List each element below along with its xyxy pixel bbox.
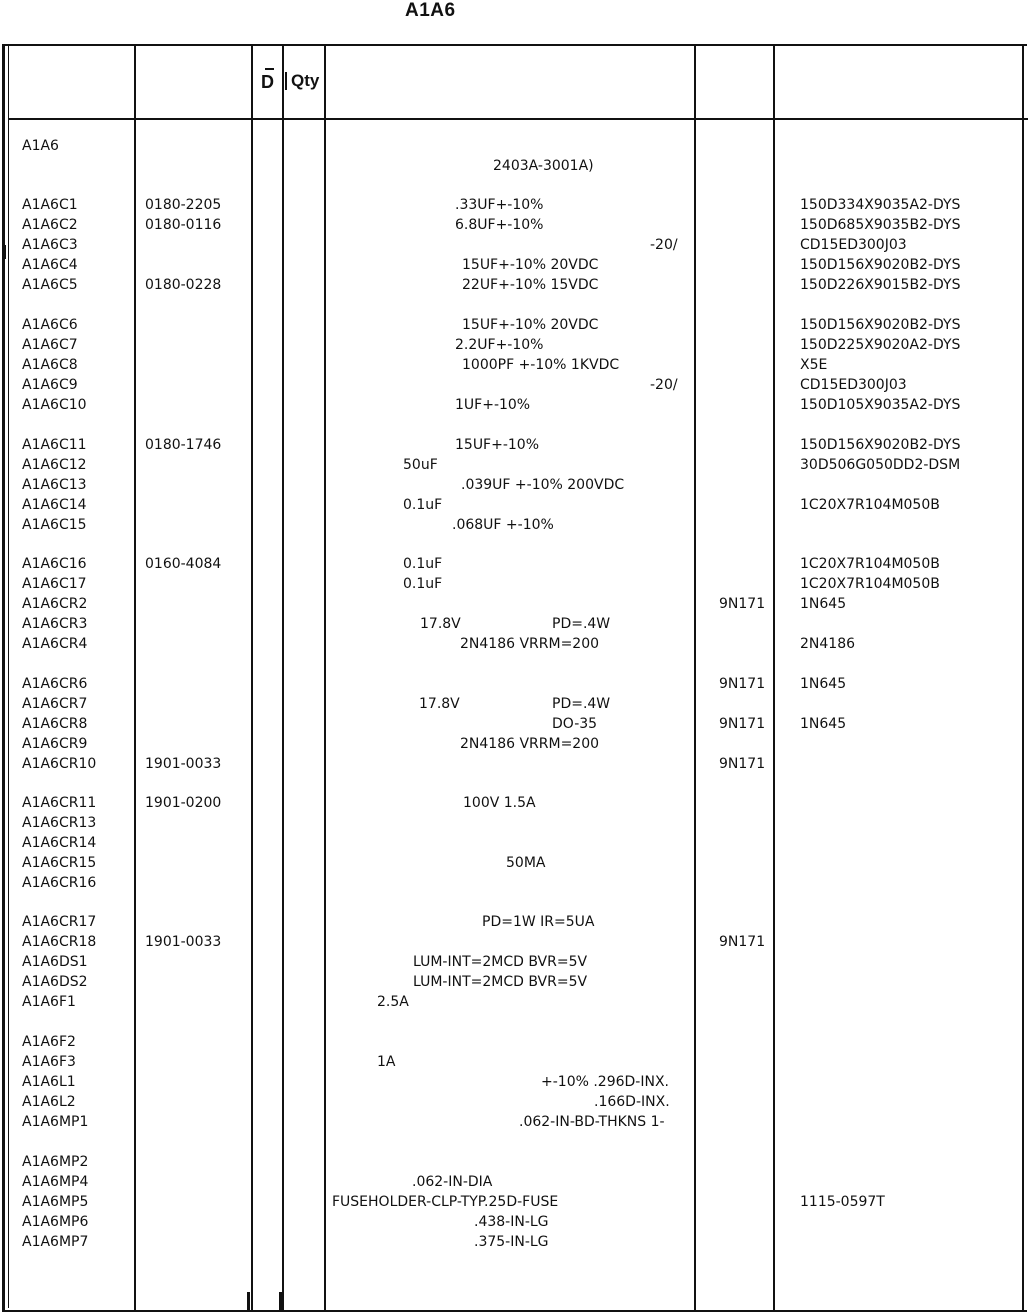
table-row: [0, 357, 1028, 377]
description: LUM-INT=2MCD BVR=5V: [413, 974, 588, 990]
reference-designator: A1A6MP1: [22, 1114, 89, 1130]
reference-designator: A1A6C16: [22, 556, 87, 572]
description: 22UF+-10% 15VDC: [462, 277, 599, 293]
table-row: [0, 596, 1028, 616]
description: 15UF+-10% 20VDC: [462, 317, 599, 333]
d-overbar: [265, 68, 274, 70]
reference-designator: A1A6CR10: [22, 756, 97, 772]
manufacturer-part-number: CD15ED300J03: [800, 377, 907, 393]
table-row: [0, 1034, 1028, 1054]
description: -20/: [650, 377, 678, 393]
table-row: [0, 1154, 1028, 1174]
manufacturer-part-number: CD15ED300J03: [800, 237, 907, 253]
manufacturer-part-number: 150D225X9020A2-DYS: [800, 337, 961, 353]
manufacturer-part-number: 1N645: [800, 716, 847, 732]
description: 1UF+-10%: [455, 397, 531, 413]
manufacturer-part-number: 30D506G050DD2-DSM: [800, 457, 961, 473]
part-number: 0180-0116: [145, 217, 222, 233]
reference-designator: A1A6F3: [22, 1054, 76, 1070]
description: LUM-INT=2MCD BVR=5V: [413, 954, 588, 970]
reference-designator: A1A6CR14: [22, 835, 97, 851]
reference-designator: A1A6CR13: [22, 815, 97, 831]
table-row: [0, 1094, 1028, 1114]
table-row: [0, 197, 1028, 217]
manufacturer-code: 9N171: [719, 596, 766, 612]
reference-designator: A1A6CR11: [22, 795, 97, 811]
table-row: [0, 994, 1028, 1014]
description: 2N4186 VRRM=200: [460, 736, 600, 752]
table-row: [0, 397, 1028, 417]
reference-designator: A1A6MP6: [22, 1214, 89, 1230]
reference-designator: A1A6C3: [22, 237, 78, 253]
table-row: [0, 437, 1028, 457]
reference-designator: A1A6CR9: [22, 736, 88, 752]
description: .062-IN-BD-THKNS 1-: [519, 1114, 665, 1130]
manufacturer-part-number: 2N4186: [800, 636, 856, 652]
description: 2.2UF+-10%: [455, 337, 544, 353]
description: DO-35: [552, 716, 598, 732]
table-row: [0, 914, 1028, 934]
description: +-10% .296D-INX.: [541, 1074, 669, 1090]
table-row: [0, 556, 1028, 576]
table-row: [0, 517, 1028, 537]
description: 2403A-3001A): [493, 158, 594, 174]
reference-designator: A1A6MP4: [22, 1174, 89, 1190]
table-row: [0, 377, 1028, 397]
manufacturer-part-number: 150D156X9020B2-DYS: [800, 317, 961, 333]
description: 17.8V: [420, 616, 461, 632]
reference-designator: A1A6C1: [22, 197, 78, 213]
description: 17.8V: [419, 696, 460, 712]
reference-designator: A1A6C6: [22, 317, 78, 333]
reference-designator: A1A6CR8: [22, 716, 88, 732]
manufacturer-part-number: 1C20X7R104M050B: [800, 497, 940, 513]
table-row: [0, 716, 1028, 736]
description: .375-IN-LG: [474, 1234, 549, 1250]
reference-designator: A1A6C13: [22, 477, 87, 493]
manufacturer-code: 9N171: [719, 934, 766, 950]
table-row: [0, 497, 1028, 517]
manufacturer-part-number: 1N645: [800, 596, 847, 612]
table-row: [0, 815, 1028, 835]
description: 1000PF +-10% 1KVDC: [462, 357, 620, 373]
table-row: [0, 1234, 1028, 1254]
table-row: [0, 1054, 1028, 1074]
description: .039UF +-10% 200VDC: [461, 477, 625, 493]
table-row: [0, 934, 1028, 954]
reference-designator: A1A6L1: [22, 1074, 76, 1090]
part-number: 1901-0033: [145, 756, 222, 772]
table-row: [0, 875, 1028, 895]
table-row: [0, 974, 1028, 994]
header-divider: [8, 118, 1028, 120]
part-number: 1901-0200: [145, 795, 222, 811]
table-row: [0, 576, 1028, 596]
page-title: A1A6: [405, 0, 456, 21]
description: 1A: [377, 1054, 396, 1070]
part-number: 0180-2205: [145, 197, 222, 213]
manufacturer-part-number: 1115-0597T: [800, 1194, 885, 1210]
reference-designator: A1A6CR18: [22, 934, 97, 950]
reference-designator: A1A6CR2: [22, 596, 88, 612]
reference-designator: A1A6C12: [22, 457, 87, 473]
description: PD=1W IR=5UA: [482, 914, 595, 930]
part-number: 0180-1746: [145, 437, 222, 453]
manufacturer-part-number: 150D105X9035A2-DYS: [800, 397, 961, 413]
manufacturer-part-number: X5E: [800, 357, 828, 373]
reference-designator: A1A6L2: [22, 1094, 76, 1110]
table-row: [0, 676, 1028, 696]
table-row: [0, 954, 1028, 974]
table-row: [0, 257, 1028, 277]
description: 0.1uF: [403, 576, 443, 592]
table-row: [0, 1074, 1028, 1094]
reference-designator: A1A6CR4: [22, 636, 88, 652]
reference-designator: A1A6: [22, 138, 59, 154]
manufacturer-part-number: 1N645: [800, 676, 847, 692]
reference-designator: A1A6C17: [22, 576, 87, 592]
manufacturer-code: 9N171: [719, 676, 766, 692]
description: .438-IN-LG: [474, 1214, 549, 1230]
manufacturer-part-number: 150D685X9035B2-DYS: [800, 217, 961, 233]
manufacturer-part-number: 150D156X9020B2-DYS: [800, 257, 961, 273]
table-row: [0, 277, 1028, 297]
description: .068UF +-10%: [452, 517, 554, 533]
table-row: [0, 337, 1028, 357]
table-row: [0, 237, 1028, 257]
description: FUSEHOLDER-CLP-TYP.25D-FUSE: [332, 1194, 559, 1210]
description: .166D-INX.: [594, 1094, 670, 1110]
reference-designator: A1A6CR16: [22, 875, 97, 891]
footer-mark: [247, 1292, 250, 1310]
description: 15UF+-10% 20VDC: [462, 257, 599, 273]
manufacturer-code: 9N171: [719, 716, 766, 732]
reference-designator: A1A6C5: [22, 277, 78, 293]
reference-designator: A1A6MP7: [22, 1234, 89, 1250]
table-row: [0, 636, 1028, 656]
description: -20/: [650, 237, 678, 253]
table-row: [0, 835, 1028, 855]
reference-designator: A1A6DS1: [22, 954, 88, 970]
part-number: 1901-0033: [145, 934, 222, 950]
part-number: 0180-0228: [145, 277, 222, 293]
description: .062-IN-DIA: [412, 1174, 493, 1190]
table-row: [0, 217, 1028, 237]
table-row: [0, 1214, 1028, 1234]
header-d-separator: [285, 72, 287, 90]
reference-designator: A1A6C11: [22, 437, 87, 453]
description: 0.1uF: [403, 497, 443, 513]
table-row: [0, 477, 1028, 497]
reference-designator: A1A6CR3: [22, 616, 88, 632]
manufacturer-part-number: 150D334X9035A2-DYS: [800, 197, 961, 213]
footer-mark: [279, 1292, 282, 1310]
table-row: [0, 317, 1028, 337]
table-row: [0, 736, 1028, 756]
reference-designator: A1A6CR6: [22, 676, 88, 692]
table-row: [0, 1194, 1028, 1214]
reference-designator: A1A6F2: [22, 1034, 76, 1050]
reference-designator: A1A6MP5: [22, 1194, 89, 1210]
reference-designator: A1A6C9: [22, 377, 78, 393]
reference-designator: A1A6C15: [22, 517, 87, 533]
description: .33UF+-10%: [455, 197, 544, 213]
reference-designator: A1A6C10: [22, 397, 87, 413]
table-row: [0, 795, 1028, 815]
manufacturer-part-number: 150D226X9015B2-DYS: [800, 277, 961, 293]
description: 100V 1.5A: [463, 795, 536, 811]
table-row: [0, 855, 1028, 875]
description: 0.1uF: [403, 556, 443, 572]
table-row: [0, 696, 1028, 716]
header-qty: Qty: [291, 71, 320, 90]
reference-designator: A1A6C7: [22, 337, 78, 353]
manufacturer-part-number: 1C20X7R104M050B: [800, 576, 940, 592]
description-extra: PD=.4W: [552, 696, 611, 712]
description: 6.8UF+-10%: [455, 217, 544, 233]
reference-designator: A1A6F1: [22, 994, 76, 1010]
description: 50uF: [403, 457, 438, 473]
reference-designator: A1A6C14: [22, 497, 87, 513]
table-row: [0, 616, 1028, 636]
table-row: [0, 138, 1028, 158]
reference-designator: A1A6CR17: [22, 914, 97, 930]
reference-designator: A1A6MP2: [22, 1154, 89, 1170]
description: 2.5A: [377, 994, 409, 1010]
manufacturer-part-number: 150D156X9020B2-DYS: [800, 437, 961, 453]
table-row: [0, 1174, 1028, 1194]
table-row: [0, 756, 1028, 776]
description: 2N4186 VRRM=200: [460, 636, 600, 652]
reference-designator: A1A6C8: [22, 357, 78, 373]
table-row: [0, 158, 1028, 178]
reference-designator: A1A6DS2: [22, 974, 88, 990]
reference-designator: A1A6CR7: [22, 696, 88, 712]
description: 50MA: [506, 855, 546, 871]
header-d: D: [261, 72, 274, 92]
reference-designator: A1A6C2: [22, 217, 78, 233]
manufacturer-code: 9N171: [719, 756, 766, 772]
manufacturer-part-number: 1C20X7R104M050B: [800, 556, 940, 572]
reference-designator: A1A6C4: [22, 257, 78, 273]
part-number: 0160-4084: [145, 556, 222, 572]
table-row: [0, 1114, 1028, 1134]
description: 15UF+-10%: [455, 437, 540, 453]
reference-designator: A1A6CR15: [22, 855, 97, 871]
table-row: [0, 457, 1028, 477]
description-extra: PD=.4W: [552, 616, 611, 632]
